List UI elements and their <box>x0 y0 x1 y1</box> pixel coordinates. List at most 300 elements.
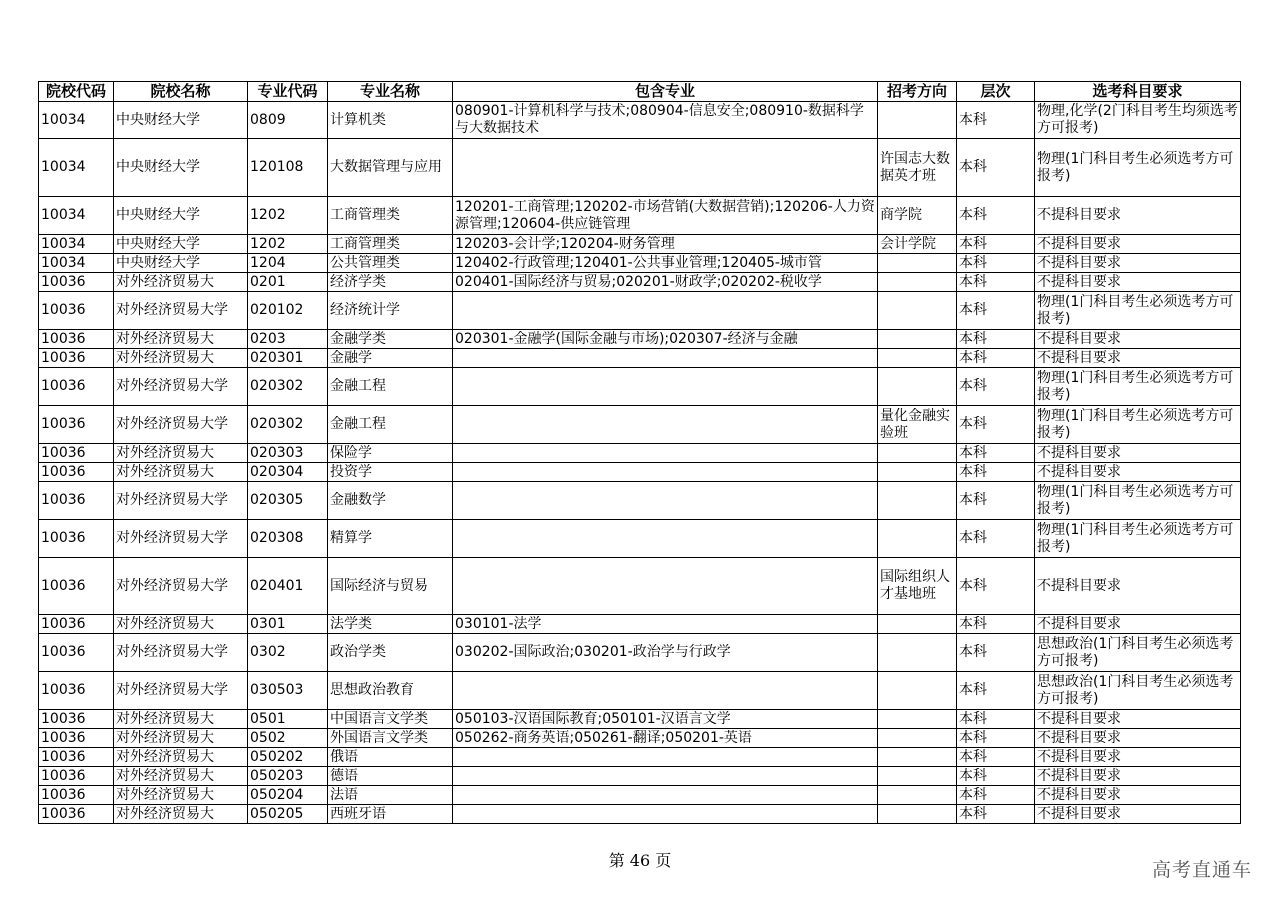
cell-major-code-text: 050204 <box>250 786 304 803</box>
cell-direction <box>878 558 957 615</box>
cell-major-name <box>328 349 453 368</box>
cell-direction-text: 商学院 <box>880 207 922 223</box>
cell-subject-requirement <box>1035 444 1241 463</box>
cell-school-code-text: 10036 <box>41 349 86 366</box>
cell-major-name <box>328 444 453 463</box>
table-row <box>39 273 1241 292</box>
cell-school-name-text: 对外经济贸易大学 <box>116 416 228 432</box>
cell-major-code-text: 0501 <box>250 710 286 727</box>
cell-major-code-text: 1202 <box>250 235 286 252</box>
cell-major-code <box>248 520 328 558</box>
cell-subject-requirement-text: 不提科目要求 <box>1037 207 1121 223</box>
table-row <box>39 139 1241 197</box>
cell-school-code-text: 10036 <box>41 710 86 727</box>
cell-subject-requirement-text: 不提科目要求 <box>1037 615 1121 632</box>
cell-included-majors <box>453 292 878 330</box>
cell-major-name <box>328 710 453 729</box>
cell-level-text: 本科 <box>959 416 987 432</box>
cell-subject-requirement-text: 思想政治(1门科目考生必须选考方可报考) <box>1037 673 1234 707</box>
cell-school-name-text: 对外经济贸易大 <box>116 786 214 803</box>
table-row <box>39 235 1241 254</box>
cell-school-code-text: 10036 <box>41 463 86 480</box>
cell-direction <box>878 197 957 235</box>
cell-school-code <box>39 292 114 330</box>
table-row <box>39 767 1241 786</box>
cell-direction <box>878 786 957 805</box>
cell-level-text: 本科 <box>959 378 987 394</box>
table-row <box>39 634 1241 672</box>
cell-school-code-text: 10036 <box>41 444 86 461</box>
cell-school-name-text: 对外经济贸易大 <box>116 444 214 461</box>
cell-level <box>957 368 1035 406</box>
cell-school-code-text: 10036 <box>41 644 86 660</box>
cell-subject-requirement <box>1035 672 1241 710</box>
cell-major-code-text: 030503 <box>250 682 304 698</box>
cell-subject-requirement <box>1035 254 1241 273</box>
cell-major-code-text: 0203 <box>250 330 286 347</box>
cell-level <box>957 292 1035 330</box>
cell-major-code-text: 1202 <box>250 207 286 223</box>
table-row <box>39 368 1241 406</box>
cell-direction <box>878 102 957 139</box>
table-row <box>39 520 1241 558</box>
cell-major-name <box>328 139 453 197</box>
cell-subject-requirement-text: 不提科目要求 <box>1037 577 1121 594</box>
cell-direction <box>878 235 957 254</box>
cell-direction <box>878 406 957 444</box>
cell-major-name <box>328 368 453 406</box>
cell-major-name <box>328 672 453 710</box>
cell-major-name-text: 金融学类 <box>330 330 386 347</box>
page-number: 第 46 页 <box>608 851 672 870</box>
cell-school-name <box>114 748 248 767</box>
cell-direction <box>878 139 957 197</box>
cell-school-name <box>114 139 248 197</box>
cell-direction <box>878 482 957 520</box>
cell-major-name-text: 保险学 <box>330 444 372 461</box>
cell-direction <box>878 805 957 824</box>
cell-subject-requirement <box>1035 729 1241 748</box>
cell-subject-requirement <box>1035 634 1241 672</box>
table-row <box>39 463 1241 482</box>
cell-direction-text: 会计学院 <box>880 235 936 252</box>
cell-school-name-text: 对外经济贸易大学 <box>116 302 228 318</box>
cell-major-code <box>248 197 328 235</box>
cell-level <box>957 197 1035 235</box>
cell-major-name-text: 精算学 <box>330 530 372 546</box>
cell-major-code <box>248 615 328 634</box>
cell-school-code-text: 10034 <box>41 254 86 271</box>
table-row <box>39 292 1241 330</box>
cell-school-code-text: 10036 <box>41 416 86 432</box>
cell-level-text: 本科 <box>959 767 987 784</box>
cell-school-name-text: 对外经济贸易大 <box>116 710 214 727</box>
cell-school-name <box>114 615 248 634</box>
cell-major-name-text: 计算机类 <box>330 111 386 128</box>
cell-level-text: 本科 <box>959 349 987 366</box>
cell-direction <box>878 330 957 349</box>
cell-major-code <box>248 273 328 292</box>
cell-direction <box>878 273 957 292</box>
cell-level-text: 本科 <box>959 444 987 461</box>
cell-major-name-text: 中国语言文学类 <box>330 710 428 727</box>
cell-school-name <box>114 292 248 330</box>
cell-major-code <box>248 710 328 729</box>
cell-included-majors <box>453 767 878 786</box>
cell-subject-requirement <box>1035 710 1241 729</box>
cell-included-majors-text: 120402-行政管理;120401-公共事业管理;120405-城市管 <box>455 254 822 271</box>
cell-major-code <box>248 139 328 197</box>
cell-major-name-text: 投资学 <box>330 463 372 480</box>
cell-included-majors <box>453 710 878 729</box>
cell-included-majors <box>453 463 878 482</box>
cell-subject-requirement <box>1035 235 1241 254</box>
cell-school-name-text: 对外经济贸易大学 <box>116 378 228 394</box>
cell-included-majors-text: 020401-国际经济与贸易;020201-财政学;020202-税收学 <box>455 273 822 290</box>
cell-subject-requirement-text: 物理,化学(2门科目考生均须选考方可报考) <box>1037 103 1238 136</box>
cell-level <box>957 634 1035 672</box>
cell-included-majors-text: 030101-法学 <box>455 615 542 632</box>
cell-major-name <box>328 786 453 805</box>
cell-subject-requirement-text: 不提科目要求 <box>1037 444 1121 461</box>
cell-major-name-text: 金融数学 <box>330 492 386 508</box>
cell-included-majors <box>453 805 878 824</box>
cell-school-name <box>114 767 248 786</box>
cell-included-majors-text: 050262-商务英语;050261-翻译;050201-英语 <box>455 729 752 746</box>
cell-major-code-text: 050203 <box>250 767 304 784</box>
cell-direction <box>878 292 957 330</box>
cell-school-code-text: 10036 <box>41 767 86 784</box>
header-school-code: 院校代码 <box>39 82 114 102</box>
table-row <box>39 748 1241 767</box>
cell-subject-requirement <box>1035 330 1241 349</box>
cell-major-code <box>248 330 328 349</box>
cell-level <box>957 102 1035 139</box>
cell-school-name-text: 中央财经大学 <box>116 159 200 175</box>
cell-school-name <box>114 235 248 254</box>
table-row <box>39 672 1241 710</box>
cell-school-code <box>39 444 114 463</box>
cell-major-name <box>328 292 453 330</box>
cell-major-name-text: 西班牙语 <box>330 805 386 822</box>
cell-major-name-text: 经济学类 <box>330 273 386 290</box>
cell-school-code <box>39 273 114 292</box>
table-row <box>39 406 1241 444</box>
cell-included-majors <box>453 349 878 368</box>
cell-major-code <box>248 235 328 254</box>
cell-included-majors <box>453 273 878 292</box>
cell-school-name-text: 中央财经大学 <box>116 111 200 128</box>
cell-major-name <box>328 273 453 292</box>
cell-direction-text: 量化金融实验班 <box>880 407 950 441</box>
cell-major-code-text: 0502 <box>250 729 286 746</box>
cell-major-code <box>248 292 328 330</box>
cell-level-text: 本科 <box>959 729 987 746</box>
cell-school-name <box>114 254 248 273</box>
cell-school-code <box>39 463 114 482</box>
cell-school-code <box>39 102 114 139</box>
cell-direction <box>878 368 957 406</box>
table-body <box>39 102 1241 824</box>
cell-major-code-text: 020302 <box>250 416 304 432</box>
cell-major-name <box>328 102 453 139</box>
cell-subject-requirement-text: 物理(1门科目考生必须选考方可报考) <box>1037 407 1234 441</box>
cell-school-code <box>39 805 114 824</box>
cell-included-majors <box>453 330 878 349</box>
cell-school-code-text: 10034 <box>41 111 86 128</box>
cell-major-code <box>248 463 328 482</box>
cell-school-code-text: 10036 <box>41 615 86 632</box>
cell-school-name-text: 对外经济贸易大 <box>116 330 214 347</box>
cell-major-code <box>248 482 328 520</box>
cell-major-name-text: 法学类 <box>330 615 372 632</box>
cell-level <box>957 558 1035 615</box>
header-major-name: 专业名称 <box>328 82 453 102</box>
cell-major-code <box>248 368 328 406</box>
cell-school-code <box>39 615 114 634</box>
cell-school-code <box>39 767 114 786</box>
cell-school-code <box>39 139 114 197</box>
table-row <box>39 558 1241 615</box>
cell-subject-requirement <box>1035 786 1241 805</box>
cell-major-code <box>248 444 328 463</box>
cell-school-code <box>39 558 114 615</box>
cell-school-name <box>114 463 248 482</box>
cell-included-majors <box>453 368 878 406</box>
cell-major-name <box>328 558 453 615</box>
cell-school-code-text: 10036 <box>41 492 86 508</box>
cell-school-name <box>114 444 248 463</box>
cell-level-text: 本科 <box>959 577 987 594</box>
cell-school-name <box>114 349 248 368</box>
cell-included-majors <box>453 672 878 710</box>
cell-level-text: 本科 <box>959 748 987 765</box>
cell-level <box>957 406 1035 444</box>
cell-included-majors <box>453 558 878 615</box>
cell-level <box>957 254 1035 273</box>
header-included-majors: 包含专业 <box>453 82 878 102</box>
cell-school-code <box>39 330 114 349</box>
cell-major-code <box>248 558 328 615</box>
cell-level <box>957 786 1035 805</box>
cell-included-majors <box>453 139 878 197</box>
cell-school-code <box>39 520 114 558</box>
cell-school-code-text: 10034 <box>41 159 86 175</box>
cell-major-name <box>328 520 453 558</box>
header-school-name: 院校名称 <box>114 82 248 102</box>
cell-school-name-text: 对外经济贸易大 <box>116 463 214 480</box>
cell-major-code <box>248 786 328 805</box>
cell-major-name <box>328 254 453 273</box>
cell-major-code-text: 050205 <box>250 805 304 822</box>
cell-school-name <box>114 710 248 729</box>
cell-school-name <box>114 558 248 615</box>
cell-subject-requirement-text: 不提科目要求 <box>1037 729 1121 746</box>
cell-school-code-text: 10036 <box>41 786 86 803</box>
cell-school-code <box>39 672 114 710</box>
cell-subject-requirement-text: 不提科目要求 <box>1037 710 1121 727</box>
cell-major-code <box>248 767 328 786</box>
cell-major-name-text: 金融学 <box>330 349 372 366</box>
cell-school-name-text: 对外经济贸易大学 <box>116 577 228 594</box>
cell-major-name <box>328 805 453 824</box>
cell-subject-requirement-text: 物理(1门科目考生必须选考方可报考) <box>1037 369 1234 403</box>
cell-major-name <box>328 463 453 482</box>
cell-level-text: 本科 <box>959 302 987 318</box>
cell-school-name <box>114 197 248 235</box>
cell-major-name-text: 国际经济与贸易 <box>330 577 428 594</box>
cell-included-majors-text: 120201-工商管理;120202-市场营销(大数据营销);120206-人力资源管理;120604-供应链管理 <box>455 198 875 232</box>
cell-major-name <box>328 767 453 786</box>
cell-major-name-text: 工商管理类 <box>330 235 400 252</box>
cell-school-code-text: 10036 <box>41 330 86 347</box>
cell-school-name-text: 对外经济贸易大学 <box>116 492 228 508</box>
cell-subject-requirement-text: 不提科目要求 <box>1037 349 1121 366</box>
cell-school-name <box>114 273 248 292</box>
cell-school-name-text: 中央财经大学 <box>116 207 200 223</box>
cell-included-majors <box>453 254 878 273</box>
cell-level <box>957 729 1035 748</box>
cell-level <box>957 748 1035 767</box>
cell-major-name-text: 外国语言文学类 <box>330 729 428 746</box>
cell-major-code-text: 020102 <box>250 302 304 318</box>
cell-major-code <box>248 634 328 672</box>
cell-level <box>957 273 1035 292</box>
cell-level <box>957 710 1035 729</box>
cell-major-code-text: 0301 <box>250 615 286 632</box>
cell-major-code-text: 050202 <box>250 748 304 765</box>
cell-direction <box>878 729 957 748</box>
cell-school-name-text: 对外经济贸易大 <box>116 767 214 784</box>
cell-school-name <box>114 520 248 558</box>
cell-major-name-text: 金融工程 <box>330 416 386 432</box>
cell-included-majors <box>453 482 878 520</box>
cell-school-name-text: 对外经济贸易大学 <box>116 682 228 698</box>
cell-level-text: 本科 <box>959 330 987 347</box>
cell-major-code <box>248 406 328 444</box>
cell-included-majors <box>453 786 878 805</box>
cell-school-name-text: 对外经济贸易大 <box>116 349 214 366</box>
cell-subject-requirement <box>1035 748 1241 767</box>
cell-school-name <box>114 672 248 710</box>
cell-subject-requirement <box>1035 615 1241 634</box>
cell-major-name <box>328 634 453 672</box>
table-row <box>39 805 1241 824</box>
cell-level-text: 本科 <box>959 254 987 271</box>
watermark-logo: 高考直通车 <box>1151 859 1252 881</box>
cell-school-code-text: 10036 <box>41 682 86 698</box>
cell-major-code-text: 0201 <box>250 273 286 290</box>
cell-subject-requirement <box>1035 767 1241 786</box>
cell-major-code-text: 020303 <box>250 444 304 461</box>
cell-subject-requirement-text: 不提科目要求 <box>1037 767 1121 784</box>
cell-included-majors <box>453 520 878 558</box>
cell-major-name-text: 思想政治教育 <box>330 682 414 698</box>
cell-included-majors <box>453 634 878 672</box>
table-row <box>39 710 1241 729</box>
cell-level <box>957 349 1035 368</box>
cell-level-text: 本科 <box>959 235 987 252</box>
cell-major-code <box>248 254 328 273</box>
cell-school-name <box>114 805 248 824</box>
cell-subject-requirement-text: 物理(1门科目考生必须选考方可报考) <box>1037 521 1234 555</box>
cell-subject-requirement <box>1035 482 1241 520</box>
cell-school-code <box>39 634 114 672</box>
cell-school-name <box>114 406 248 444</box>
table-row <box>39 254 1241 273</box>
cell-school-name-text: 对外经济贸易大 <box>116 273 214 290</box>
header-level: 层次 <box>957 82 1035 102</box>
cell-school-code <box>39 368 114 406</box>
cell-included-majors-text: 080901-计算机科学与技术;080904-信息安全;080910-数据科学与大数据技术 <box>455 103 864 136</box>
cell-level-text: 本科 <box>959 615 987 632</box>
cell-included-majors <box>453 406 878 444</box>
cell-included-majors <box>453 729 878 748</box>
cell-major-code-text: 020302 <box>250 378 304 394</box>
cell-level-text: 本科 <box>959 273 987 290</box>
cell-subject-requirement <box>1035 463 1241 482</box>
cell-subject-requirement-text: 物理(1门科目考生必须选考方可报考) <box>1037 293 1234 327</box>
cell-subject-requirement <box>1035 197 1241 235</box>
table-row <box>39 197 1241 235</box>
cell-school-name-text: 中央财经大学 <box>116 254 200 271</box>
cell-school-code <box>39 197 114 235</box>
cell-major-name <box>328 406 453 444</box>
table-row <box>39 102 1241 139</box>
table-row <box>39 349 1241 368</box>
cell-level-text: 本科 <box>959 530 987 546</box>
cell-subject-requirement <box>1035 368 1241 406</box>
cell-included-majors <box>453 748 878 767</box>
cell-level <box>957 520 1035 558</box>
cell-school-code <box>39 406 114 444</box>
cell-direction <box>878 444 957 463</box>
cell-school-code-text: 10036 <box>41 805 86 822</box>
admission-table <box>38 81 1241 824</box>
cell-school-code-text: 10036 <box>41 273 86 290</box>
cell-included-majors <box>453 197 878 235</box>
cell-major-code-text: 1204 <box>250 254 286 271</box>
cell-direction-text: 国际组织人才基地班 <box>880 569 950 602</box>
cell-included-majors <box>453 102 878 139</box>
cell-level <box>957 615 1035 634</box>
cell-direction <box>878 615 957 634</box>
cell-major-name-text: 大数据管理与应用 <box>330 159 442 175</box>
cell-school-code <box>39 482 114 520</box>
cell-subject-requirement-text: 物理(1门科目考生必须选考方可报考) <box>1037 150 1234 184</box>
cell-level <box>957 235 1035 254</box>
cell-school-code-text: 10036 <box>41 729 86 746</box>
cell-level-text: 本科 <box>959 644 987 660</box>
cell-level-text: 本科 <box>959 111 987 128</box>
cell-major-name <box>328 748 453 767</box>
cell-school-name-text: 对外经济贸易大学 <box>116 644 228 660</box>
cell-major-name <box>328 482 453 520</box>
cell-level-text: 本科 <box>959 463 987 480</box>
cell-major-name <box>328 615 453 634</box>
cell-school-name <box>114 786 248 805</box>
header-major-code: 专业代码 <box>248 82 328 102</box>
header-row <box>39 82 1241 102</box>
cell-major-name <box>328 197 453 235</box>
cell-major-name-text: 政治学类 <box>330 644 386 660</box>
cell-school-code <box>39 254 114 273</box>
cell-included-majors-text: 120203-会计学;120204-财务管理 <box>455 235 675 252</box>
cell-major-name <box>328 330 453 349</box>
cell-school-code <box>39 710 114 729</box>
header-direction: 招考方向 <box>878 82 957 102</box>
cell-major-code <box>248 729 328 748</box>
